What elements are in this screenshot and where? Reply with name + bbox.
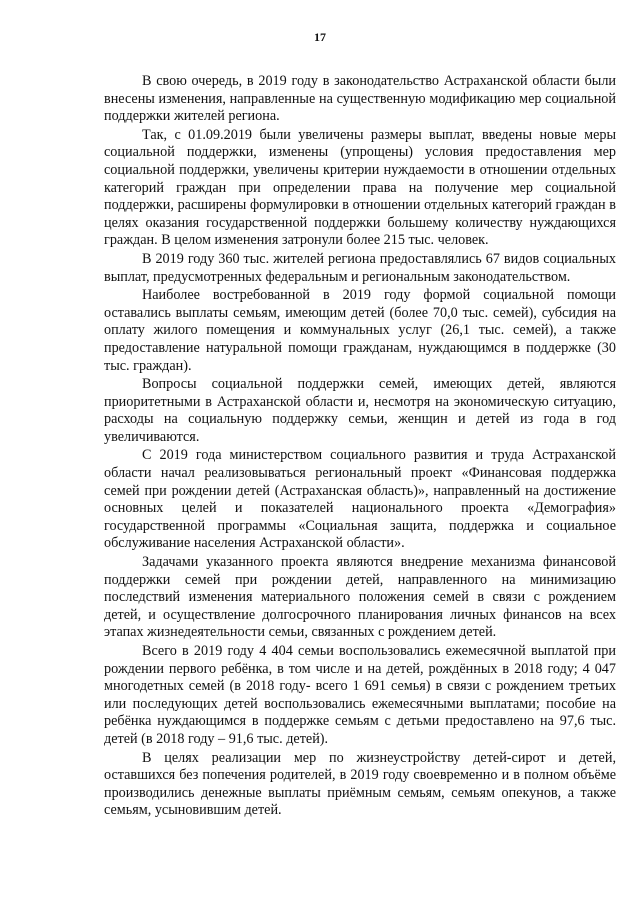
paragraph-6: С 2019 года министерством социального развития и труда Астраханской области начал реализовываться региональный проект «Финансовая поддержка семей при рождении детей (Астраханская область)», направленный на достижение основных целей и показателей национального проекта «Демография» государственной программы «Социальная защита, поддержка и социальное обслуживание населения Астраханской области». <box>104 447 616 552</box>
paragraph-4: Наиболее востребованной в 2019 году формой социальной помощи оставались выплаты семьям, имеющим детей (более 70,0 тыс. семей), субсидия на оплату жилого помещения и коммунальных услуг (26,1 тыс. семей), а также предоставление натуральной помощи гражданам, нуждающимся в поддержке (30 тыс. граждан). <box>104 287 616 374</box>
paragraph-1: В свою очередь, в 2019 году в законодательство Астраханской области были внесены изменения, направленные на существенную модификацию мер социальной поддержки жителей региона. <box>104 73 616 125</box>
paragraph-7: Задачами указанного проекта являются внедрение механизма финансовой поддержки семей при рождении детей, направленного на минимизацию последствий изменения материального положения семей в связи с рождением детей, и осуществление долгосрочного планирования личных финансов на всех этапах жизнедеятельности семьи, связанных с рождением детей. <box>104 554 616 641</box>
document-body <box>104 73 616 820</box>
paragraph-8: Всего в 2019 году 4 404 семьи воспользовались ежемесячной выплатой при рождении первого ребёнка, в том числе и на детей, рождённых в 2018 году; 4 047 многодетных семей (в 2018 году- всего 1 691 семья) в связи с рождением третьих или последующих детей воспользовались ежемесячными выплатами; пособие на ребёнка нуждающимся в поддержке семьям с детьми предоставлено на 97,6 тыс. детей (в 2018 году – 91,6 тыс. детей). <box>104 643 616 747</box>
paragraph-9: В целях реализации мер по жизнеустройству детей-сирот и детей, оставшихся без попечения родителей, в 2019 году своевременно и в полном объёме производились денежные выплаты приёмным семьям, семьям опекунов, а также семьям, усыновившим детей. <box>104 749 616 819</box>
page-number: 17 <box>314 30 326 44</box>
paragraph-5: Вопросы социальной поддержки семей, имеющих детей, являются приоритетными в Астраханской области и, несмотря на экономическую ситуацию, расходы на социальную поддержку семьи, женщин и детей из года в год увеличиваются. <box>104 376 616 445</box>
paragraph-3: В 2019 году 360 тыс. жителей региона предоставлялись 67 видов социальных выплат, предусмотренных федеральным и региональным законодательством. <box>104 250 616 285</box>
paragraph-2: Так, с 01.09.2019 были увеличены размеры выплат, введены новые меры социальной поддержки, изменены (упрощены) условия предоставления мер социальной поддержки, увеличены критерии нуждаемости в отношении отдельных категорий граждан при определении права на получение мер социальной поддержки, расширены формулировки в отношении отдельных категорий граждан в целях оказания государственной поддержки большему количеству нуждающихся граждан. В целом изменения затронули более 215 тыс. человек. <box>104 126 616 249</box>
